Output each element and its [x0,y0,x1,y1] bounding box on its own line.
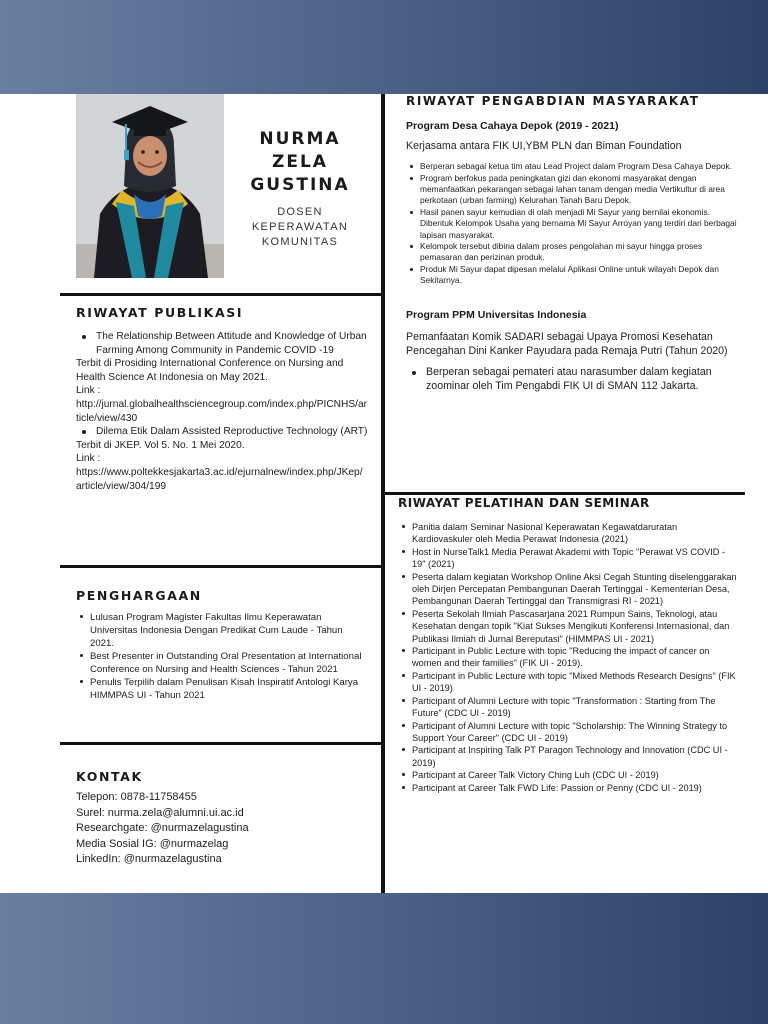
program-1-item: Program berfokus pada peningkatan gizi dan ekonomi masyarakat dengan memanfaatkan pekarangan sebagai lahan tanam dengan media Vertikultur di area perkotaan (urban farming) Kelurahan Tanah Baru Depok. [406,173,741,207]
pelatihan-item: Peserta Sekolah Ilmiah Pascasarjana 2021 Rumpun Sains, Teknologi, atau Kesehatan dengan topik "Kiat Sukses Mengikuti Konferensi Internasional, dan Publikasi Ilmiah di Jurnal Bereputasi" (HIMMPAS UI - 2021) [398,608,738,645]
role-line-2: KEPERAWATAN [251,221,349,233]
divider-kontak [60,742,382,745]
pelatihan-item: Peserta dalam kegiatan Workshop Online Aksi Cegah Stunting diselenggarakan oleh Dirjen Percepatan Pembangunan Daerah Tertinggal - Kementerian Desa, Pembangunan Daerah Tertinggal dan Transmigrasi RI - 2021) [398,571,738,608]
role-line-3: KOMUNITAS [261,236,339,248]
program-2-desc: Pemanfaatan Komik SADARI sebagai Upaya Promosi Kesehatan Pencegahan Dini Kanker Payudara pada Remaja Putri (Tahun 2020) [406,331,728,357]
program-1-desc: Kerjasama antara FIK UI,YBM PLN dan Biman Foundation [406,139,682,152]
divider-pelatihan [385,492,745,495]
name-line-1: NURMA [259,129,341,149]
pengabdian-content [406,120,741,394]
kontak-media-sosial[interactable]: Media Sosial IG: @nurmazelag [76,837,229,850]
program-2-title: Program PPM Universitas Indonesia [406,308,587,321]
program-1-item: Hasil panen sayur kemudian di olah menjadi Mi Sayur yang bernilai ekonomis. Dibentuk Kelompok Usaha yang bernama Mi Sayur Arroyan yang terdiri dari berbagai lapisan masyarakat. [406,207,741,241]
pelatihan-item: Panitia dalam Seminar Nasional Keperawatan Kegawatdaruratan Kardiovaskuler oleh Media Perawat Indonesia (2021) [398,521,738,546]
pelatihan-list [398,521,738,794]
program-2-list [406,366,741,393]
pelatihan-item: Host in NurseTalk1 Media Perawat Akademi with Topic "Perawat VS COVID - 19" (2021) [398,546,738,571]
footer-band [0,893,768,1024]
penghargaan-item: Best Presenter in Outstanding Oral Presentation at International Conference on Nursing and Health Sciences - Tahun 2021 [76,650,366,676]
penghargaan-item: Penulis Terpilih dalam Penulisan Kisah Inspiratif Antologi Karya HIMMPAS UI - Tahun 2021 [76,676,366,702]
publikasi-item-1-title: The Relationship Between Attitude and Knowledge of Urban Farming Among Community in Pandemic COVID -19 [76,330,368,357]
program-1-item: Produk Mi Sayur dapat dipesan melalui Aplikasi Online untuk wilayah Depok dan Sekitarnya. [406,264,741,287]
section-title-publikasi: RIWAYAT PUBLIKASI [76,305,244,320]
pelatihan-item: Participant at Career Talk FWD Life: Passion or Penny (CDC UI - 2019) [398,782,738,794]
section-title-penghargaan: PENGHARGAAN [76,588,202,603]
program-2-item: Berperan sebagai pemateri atau narasumber dalam kegiatan zoominar oleh Tim Pengabdi FIK UI di SMAN 112 Jakarta. [406,366,741,393]
kontak-telepon: Telepon: 0878-11758455 [76,791,197,803]
profile-photo [76,94,224,278]
publikasi-item-2-link[interactable]: https://www.poltekkesjakarta3.ac.id/ejurnalnew/index.php/JKep/article/view/304/199 [76,466,363,492]
section-title-kontak: KONTAK [76,769,143,784]
pelatihan-item: Participant of Alumni Lecture with topic "Transformation : Starting from The Future" (CDC UI - 2019) [398,695,738,720]
publikasi-item-1-terbit: Terbit di Prosiding International Conference on Nursing and Health Science At Indonesia on May 2021. [76,358,344,383]
kontak-surel[interactable]: Surel: nurma.zela@alumni.ui.ac.id [76,806,244,819]
program-1-title: Program Desa Cahaya Depok (2019 - 2021) [406,120,619,132]
publikasi-item-2-terbit: Terbit di JKEP. Vol 5. No. 1 Mei 2020. [76,439,245,451]
section-title-pelatihan: RIWAYAT PELATIHAN DAN SEMINAR [398,496,650,510]
divider-penghargaan [60,565,382,568]
pelatihan-item: Participant at Inspiring Talk PT Paragon Technology and Innovation (CDC UI - 2019) [398,744,738,769]
pelatihan-item: Participant of Alumni Lecture with topic "Scholarship: The Winning Strategy to Support Your Career" (CDC UI - 2019) [398,720,738,745]
penghargaan-item: Lulusan Program Magister Fakultas Ilmu Keperawatan Universitas Indonesia Dengan Predikat Cum Laude - Tahun 2021. [76,611,366,650]
publikasi-content [76,330,368,493]
section-title-pengabdian: RIWAYAT PENGABDIAN MASYARAKAT [406,94,700,108]
penghargaan-list [76,611,366,702]
name-line-3: GUSTINA [250,175,350,195]
publikasi-item-1-link[interactable]: http://jurnal.globalhealthsciencegroup.com/index.php/PICNHS/article/view/430 [76,398,368,424]
publikasi-item-2-title: Dilema Etik Dalam Assisted Reproductive Technology (ART) [76,425,368,439]
kontak-researchgate[interactable]: Researchgate: @nurmazelagustina [76,822,249,834]
divider-publikasi [60,293,382,296]
header-band [0,0,768,94]
publikasi-item-2-link-label: Link : [76,453,101,465]
pelatihan-item: Participant in Public Lecture with topic "Mixed Methods Research Designs" (FIK UI - 2019) [398,670,738,695]
graduate-portrait-icon [76,94,224,278]
program-1-list [406,161,741,286]
program-1-item: Berperan sebagai ketua tim atau Lead Project dalam Program Desa Cahaya Depok. [406,161,741,172]
publikasi-item-1-link-label: Link : [76,385,101,397]
pelatihan-item: Participant at Career Talk Victory Ching Luh (CDC UI - 2019) [398,769,738,781]
pelatihan-item: Participant in Public Lecture with topic "Reducing the impact of cancer on women and their families" (FIK UI - 2019). [398,645,738,670]
name-line-2: ZELA [272,152,328,172]
person-role [230,205,370,250]
person-name [230,128,370,197]
kontak-linkedin[interactable]: LinkedIn: @nurmazelagustina [76,853,222,865]
program-1-item: Kelompok tersebut dibina dalam proses pengolahan mi sayur hingga proses pemasaran dan perizinan produk. [406,241,741,264]
role-line-1: DOSEN [277,206,323,218]
kontak-list [76,790,376,868]
